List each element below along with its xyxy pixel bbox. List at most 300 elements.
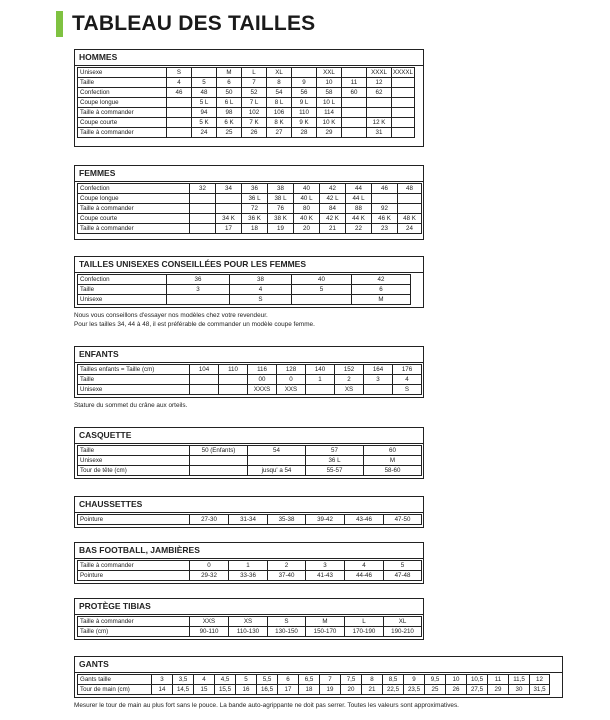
table-row <box>78 385 422 395</box>
table-cell: 54 <box>248 446 306 456</box>
table-cell: 84 <box>320 204 346 214</box>
table-cell <box>398 204 422 214</box>
table-cell: XL <box>267 68 292 78</box>
table-cell <box>248 456 306 466</box>
table-cell: 30 <box>509 685 530 695</box>
section-title: GANTS <box>75 657 562 673</box>
table-cell: 37-40 <box>268 571 306 581</box>
table-cell <box>364 385 393 395</box>
row-label: Taille <box>78 285 167 295</box>
note-coupe-femme: Pour les tailles 34, 44 à 48, il est préférable de commander un modèle coupe femme. <box>74 321 315 328</box>
table-cell: 12 K <box>367 118 392 128</box>
row-label: Confection <box>78 184 190 194</box>
page-title: TABLEAU DES TAILLES <box>72 12 316 35</box>
table-cell: 7 K <box>242 118 267 128</box>
row-label: Confection <box>78 275 167 285</box>
table-cell: L <box>242 68 267 78</box>
table-cell: 10 <box>317 78 342 88</box>
table-cell: 31 <box>367 128 392 138</box>
table-cell: 31,5 <box>530 685 550 695</box>
table-cell: 14,5 <box>173 685 194 695</box>
table-row <box>78 627 422 637</box>
table-cell: 150-170 <box>306 627 345 637</box>
table-cell: 110 <box>292 108 317 118</box>
table-cell: S <box>230 295 292 305</box>
table-cell: 9 <box>292 78 317 88</box>
table-cell: 6 K <box>217 118 242 128</box>
table-cell: 3,5 <box>173 675 194 685</box>
table-cell: 36 <box>167 275 230 285</box>
table-row <box>78 617 422 627</box>
row-label: Pointure <box>78 515 190 525</box>
section-title: FEMMES <box>75 166 423 182</box>
table-cell: 3 <box>152 675 173 685</box>
table-cell: 47-48 <box>384 571 422 581</box>
table-cell: 3 <box>306 561 345 571</box>
table-cell <box>192 68 217 78</box>
table-cell: 176 <box>393 365 422 375</box>
table-cell: XXXXL <box>393 68 413 76</box>
section-chaussettes <box>74 496 424 528</box>
table-cell: 6,5 <box>299 675 320 685</box>
table-row <box>78 98 415 108</box>
table-cell: 7 <box>242 78 267 88</box>
size-table <box>77 616 422 637</box>
table-cell: 4 <box>167 78 192 88</box>
section-protege-tibias <box>74 598 424 640</box>
section-casquette <box>74 427 424 479</box>
table-cell: 6 L <box>217 98 242 108</box>
table-cell: 5 L <box>192 98 217 108</box>
table-cell: 40 <box>292 275 352 285</box>
table-row <box>78 515 422 525</box>
table-cell: 57 <box>306 446 364 456</box>
table-cell: 4 <box>393 375 422 385</box>
table-cell: 9 L <box>292 98 317 108</box>
table-cell: XXXL <box>367 68 392 78</box>
table-cell: 36 K <box>242 214 268 224</box>
table-cell: 34 <box>216 184 242 194</box>
table-cell <box>342 128 367 138</box>
table-cell <box>306 385 335 395</box>
row-label: Taille à commander <box>78 128 167 138</box>
table-cell: XXS <box>190 617 229 627</box>
table-cell <box>342 98 367 108</box>
row-label: Coupe courte <box>78 214 190 224</box>
row-label: Gants taille <box>78 675 152 685</box>
table-cell: 40 <box>294 184 320 194</box>
table-cell <box>167 128 192 138</box>
row-label: Unisexe <box>78 456 190 466</box>
table-cell: 43-46 <box>345 515 384 525</box>
size-table <box>77 67 415 138</box>
table-cell <box>190 194 216 204</box>
table-row <box>78 108 415 118</box>
table-cell <box>342 68 367 78</box>
table-cell <box>190 466 248 476</box>
section-title: BAS FOOTBALL, JAMBIÈRES <box>75 543 423 559</box>
table-cell: 0 <box>277 375 306 385</box>
table-cell: S <box>268 617 306 627</box>
table-cell: 190-210 <box>384 627 422 637</box>
table-cell: 7 L <box>242 98 267 108</box>
table-cell <box>190 385 219 395</box>
table-cell: 16 <box>236 685 257 695</box>
table-cell: 35-38 <box>268 515 306 525</box>
table-cell: 47-50 <box>384 515 422 525</box>
table-cell: 46 <box>167 88 192 98</box>
section-title: TAILLES UNISEXES CONSEILLÉES POUR LES FEMMES <box>75 257 423 273</box>
table-cell: 52 <box>242 88 267 98</box>
table-cell: 58-60 <box>364 466 422 476</box>
table-cell <box>167 108 192 118</box>
size-table <box>77 560 422 581</box>
table-cell: 16,5 <box>257 685 278 695</box>
table-row <box>78 285 411 295</box>
table-cell: 56 <box>292 88 317 98</box>
table-cell: 29-32 <box>190 571 229 581</box>
size-table <box>77 445 422 476</box>
table-cell: 21 <box>362 685 383 695</box>
table-cell: 17 <box>278 685 299 695</box>
table-row <box>78 224 422 234</box>
table-cell: 46 <box>372 184 398 194</box>
row-label: Coupe longue <box>78 194 190 204</box>
table-cell: 6 <box>352 285 411 295</box>
table-row <box>78 78 415 88</box>
table-cell: 5 <box>292 285 352 295</box>
row-label: Unisexe <box>78 385 190 395</box>
table-cell: 38 <box>268 184 294 194</box>
table-row <box>78 466 422 476</box>
table-cell <box>219 375 248 385</box>
table-cell: 4 <box>230 285 292 295</box>
section-title: HOMMES <box>75 50 423 66</box>
table-cell: 62 <box>367 88 392 98</box>
table-cell: 10 K <box>317 118 342 128</box>
table-cell: 31-34 <box>229 515 268 525</box>
table-cell: 38 L <box>268 194 294 204</box>
table-cell: 4 <box>194 675 215 685</box>
table-cell: 36 <box>242 184 268 194</box>
section-unisexes <box>74 256 424 308</box>
table-cell: 106 <box>267 108 292 118</box>
table-cell: 110 <box>219 365 248 375</box>
table-cell: 6 <box>278 675 299 685</box>
table-cell: M <box>364 456 422 466</box>
table-cell: 39-42 <box>306 515 345 525</box>
table-cell <box>190 214 216 224</box>
section-title: ENFANTS <box>75 347 423 363</box>
table-cell: 32 <box>190 184 216 194</box>
table-cell: 46 K <box>372 214 398 224</box>
table-row <box>78 204 422 214</box>
table-cell <box>190 204 216 214</box>
table-cell: 8 <box>362 675 383 685</box>
table-cell: 12 <box>530 675 550 685</box>
table-cell: 10 L <box>317 98 342 108</box>
table-cell <box>219 385 248 395</box>
table-cell: 50 (Enfants) <box>190 446 248 456</box>
row-label: Taille à commander <box>78 204 190 214</box>
table-cell: 34 K <box>216 214 242 224</box>
table-cell: 60 <box>342 88 367 98</box>
row-label: Pointure <box>78 571 190 581</box>
table-cell: 58 <box>317 88 342 98</box>
table-cell: 36 L <box>242 194 268 204</box>
row-label: Taille (cm) <box>78 627 190 637</box>
table-cell: XXL <box>317 68 342 78</box>
table-cell: S <box>167 68 192 78</box>
table-cell: 42 L <box>320 194 346 204</box>
table-cell <box>190 375 219 385</box>
row-label: Taille à commander <box>78 224 190 234</box>
table-cell <box>398 194 422 204</box>
table-cell: 25 <box>217 128 242 138</box>
table-cell: 11 <box>488 675 509 685</box>
table-cell: 44 K <box>346 214 372 224</box>
row-label: Unisexe <box>78 295 167 305</box>
table-cell: 90-110 <box>190 627 229 637</box>
table-cell: 98 <box>217 108 242 118</box>
table-row <box>78 365 422 375</box>
section-femmes <box>74 165 424 240</box>
table-cell <box>292 68 317 78</box>
note-stature: Stature du sommet du crâne aux orteils. <box>74 402 188 409</box>
table-cell: 42 <box>352 275 411 285</box>
table-cell <box>190 224 216 234</box>
table-cell: 20 <box>341 685 362 695</box>
table-cell: 23,5 <box>404 685 425 695</box>
table-cell: 104 <box>190 365 219 375</box>
table-cell: M <box>217 68 242 78</box>
note-revendeur: Nous vous conseillons d'essayer nos modèles chez votre revendeur. <box>74 312 268 319</box>
table-row <box>78 194 422 204</box>
table-row <box>78 675 550 685</box>
table-cell: 40 L <box>294 194 320 204</box>
size-table <box>77 183 422 234</box>
table-row <box>78 561 422 571</box>
table-row <box>78 446 422 456</box>
table-cell: M <box>306 617 345 627</box>
table-cell: 25 <box>425 685 446 695</box>
table-cell <box>216 204 242 214</box>
row-label: Tailles enfants = Taille (cm) <box>78 365 190 375</box>
table-cell: 10 <box>446 675 467 685</box>
table-cell: 27 <box>267 128 292 138</box>
table-cell: 110-130 <box>229 627 268 637</box>
table-cell: 19 <box>268 224 294 234</box>
table-cell: XXS <box>277 385 306 395</box>
table-cell: 8,5 <box>383 675 404 685</box>
table-cell: 41-43 <box>306 571 345 581</box>
section-bas-football <box>74 542 424 584</box>
table-cell: 94 <box>192 108 217 118</box>
table-cell <box>392 98 415 108</box>
size-table <box>77 364 422 395</box>
table-cell: 18 <box>242 224 268 234</box>
table-cell: 38 <box>230 275 292 285</box>
table-row <box>78 456 422 466</box>
row-label: Taille à commander <box>78 561 190 571</box>
table-cell: 54 <box>267 88 292 98</box>
table-cell: 130-150 <box>268 627 306 637</box>
table-row <box>78 184 422 194</box>
table-cell: 11 <box>342 78 367 88</box>
table-cell: 12 <box>367 78 392 88</box>
table-cell: 22 <box>346 224 372 234</box>
row-label: Taille <box>78 375 190 385</box>
table-row <box>78 118 415 128</box>
table-cell: 27-30 <box>190 515 229 525</box>
row-label: Unisexe <box>78 68 167 78</box>
table-cell <box>167 118 192 128</box>
table-cell <box>392 88 415 98</box>
table-cell: 7,5 <box>341 675 362 685</box>
table-cell: S <box>393 385 422 395</box>
section-title: CASQUETTE <box>75 428 423 444</box>
table-cell: 7 <box>320 675 341 685</box>
table-cell: XS <box>335 385 364 395</box>
row-label: Taille à commander <box>78 108 167 118</box>
row-label: Tour de main (cm) <box>78 685 152 695</box>
table-cell <box>216 194 242 204</box>
table-cell: 140 <box>306 365 335 375</box>
table-cell: 1 <box>306 375 335 385</box>
table-cell: 5 <box>236 675 257 685</box>
table-cell: 1 <box>229 561 268 571</box>
table-cell <box>342 118 367 128</box>
table-cell: 8 L <box>267 98 292 108</box>
table-cell: 92 <box>372 204 398 214</box>
table-cell: 4,5 <box>215 675 236 685</box>
table-cell: 2 <box>335 375 364 385</box>
note-mesure-gants: Mesurer le tour de main au plus fort sans le pouce. La bande auto-agrippante ne doit pas serrer. Toutes les valeurs sont approximatives. <box>74 702 459 709</box>
table-cell: 21 <box>320 224 346 234</box>
table-cell: 17 <box>216 224 242 234</box>
table-cell: XL <box>384 617 422 627</box>
table-cell: 3 <box>364 375 393 385</box>
table-row <box>78 128 415 138</box>
size-table <box>77 274 411 305</box>
section-enfants <box>74 346 424 398</box>
row-label: Coupe longue <box>78 98 167 108</box>
table-cell: 60 <box>364 446 422 456</box>
table-cell: 19 <box>320 685 341 695</box>
table-row <box>78 375 422 385</box>
table-cell: 24 <box>192 128 217 138</box>
table-cell: 24 <box>398 224 422 234</box>
table-cell: 15 <box>194 685 215 695</box>
table-cell <box>372 194 398 204</box>
table-cell: 36 L <box>306 456 364 466</box>
table-cell <box>292 295 352 305</box>
section-title: CHAUSSETTES <box>75 497 423 513</box>
table-cell: XXXS <box>248 385 277 395</box>
table-cell: 29 <box>488 685 509 695</box>
table-cell: 116 <box>248 365 277 375</box>
table-cell <box>367 98 392 108</box>
table-cell: 8 K <box>267 118 292 128</box>
table-cell: 128 <box>277 365 306 375</box>
table-cell: XS <box>229 617 268 627</box>
row-label: Taille <box>78 446 190 456</box>
table-cell: 26 <box>446 685 467 695</box>
row-label: Coupe courte <box>78 118 167 128</box>
table-cell <box>167 98 192 108</box>
table-cell <box>342 108 367 118</box>
table-cell: 20 <box>294 224 320 234</box>
table-cell: 5 <box>384 561 422 571</box>
table-cell: 76 <box>268 204 294 214</box>
table-cell: 44 <box>346 184 372 194</box>
row-label: Tour de tête (cm) <box>78 466 190 476</box>
table-cell: 28 <box>292 128 317 138</box>
row-label: Taille à commander <box>78 617 190 627</box>
row-label: Confection <box>78 88 167 98</box>
table-cell: 8 <box>267 78 292 88</box>
table-cell: 48 K <box>398 214 422 224</box>
table-cell: 9 K <box>292 118 317 128</box>
table-cell: 11,5 <box>509 675 530 685</box>
table-cell <box>392 78 415 88</box>
table-row <box>78 68 415 78</box>
row-label: Taille <box>78 78 167 88</box>
table-cell: 72 <box>242 204 268 214</box>
table-cell: 42 K <box>320 214 346 224</box>
section-gants <box>74 656 563 698</box>
table-cell: 170-190 <box>345 627 384 637</box>
table-cell: 18 <box>299 685 320 695</box>
table-row <box>78 571 422 581</box>
table-cell: 38 K <box>268 214 294 224</box>
table-cell: 14 <box>152 685 173 695</box>
table-cell <box>392 128 415 138</box>
table-cell: 80 <box>294 204 320 214</box>
table-cell <box>392 108 415 118</box>
table-cell: 23 <box>372 224 398 234</box>
table-cell: 00 <box>248 375 277 385</box>
table-cell: jusqu' a 54 <box>248 466 306 476</box>
table-cell: 2 <box>268 561 306 571</box>
table-cell: 33-36 <box>229 571 268 581</box>
table-cell: 29 <box>317 128 342 138</box>
table-cell: L <box>345 617 384 627</box>
size-table <box>77 674 550 695</box>
table-cell: 48 <box>192 88 217 98</box>
table-cell: 102 <box>242 108 267 118</box>
table-cell: 40 K <box>294 214 320 224</box>
table-cell: 15,5 <box>215 685 236 695</box>
table-cell <box>392 118 415 128</box>
table-cell: 48 <box>398 184 422 194</box>
table-cell: 44 L <box>346 194 372 204</box>
table-cell: 10,5 <box>467 675 488 685</box>
table-cell: 55-57 <box>306 466 364 476</box>
table-cell: 44-46 <box>345 571 384 581</box>
table-cell: 6 <box>217 78 242 88</box>
table-cell <box>190 456 248 466</box>
table-cell: 88 <box>346 204 372 214</box>
table-cell: 42 <box>320 184 346 194</box>
table-row <box>78 88 415 98</box>
section-hommes <box>74 49 424 147</box>
table-cell: 5 K <box>192 118 217 128</box>
accent-bar <box>56 11 63 37</box>
table-cell: 3 <box>167 285 230 295</box>
table-cell: 0 <box>190 561 229 571</box>
table-cell: 9,5 <box>425 675 446 685</box>
